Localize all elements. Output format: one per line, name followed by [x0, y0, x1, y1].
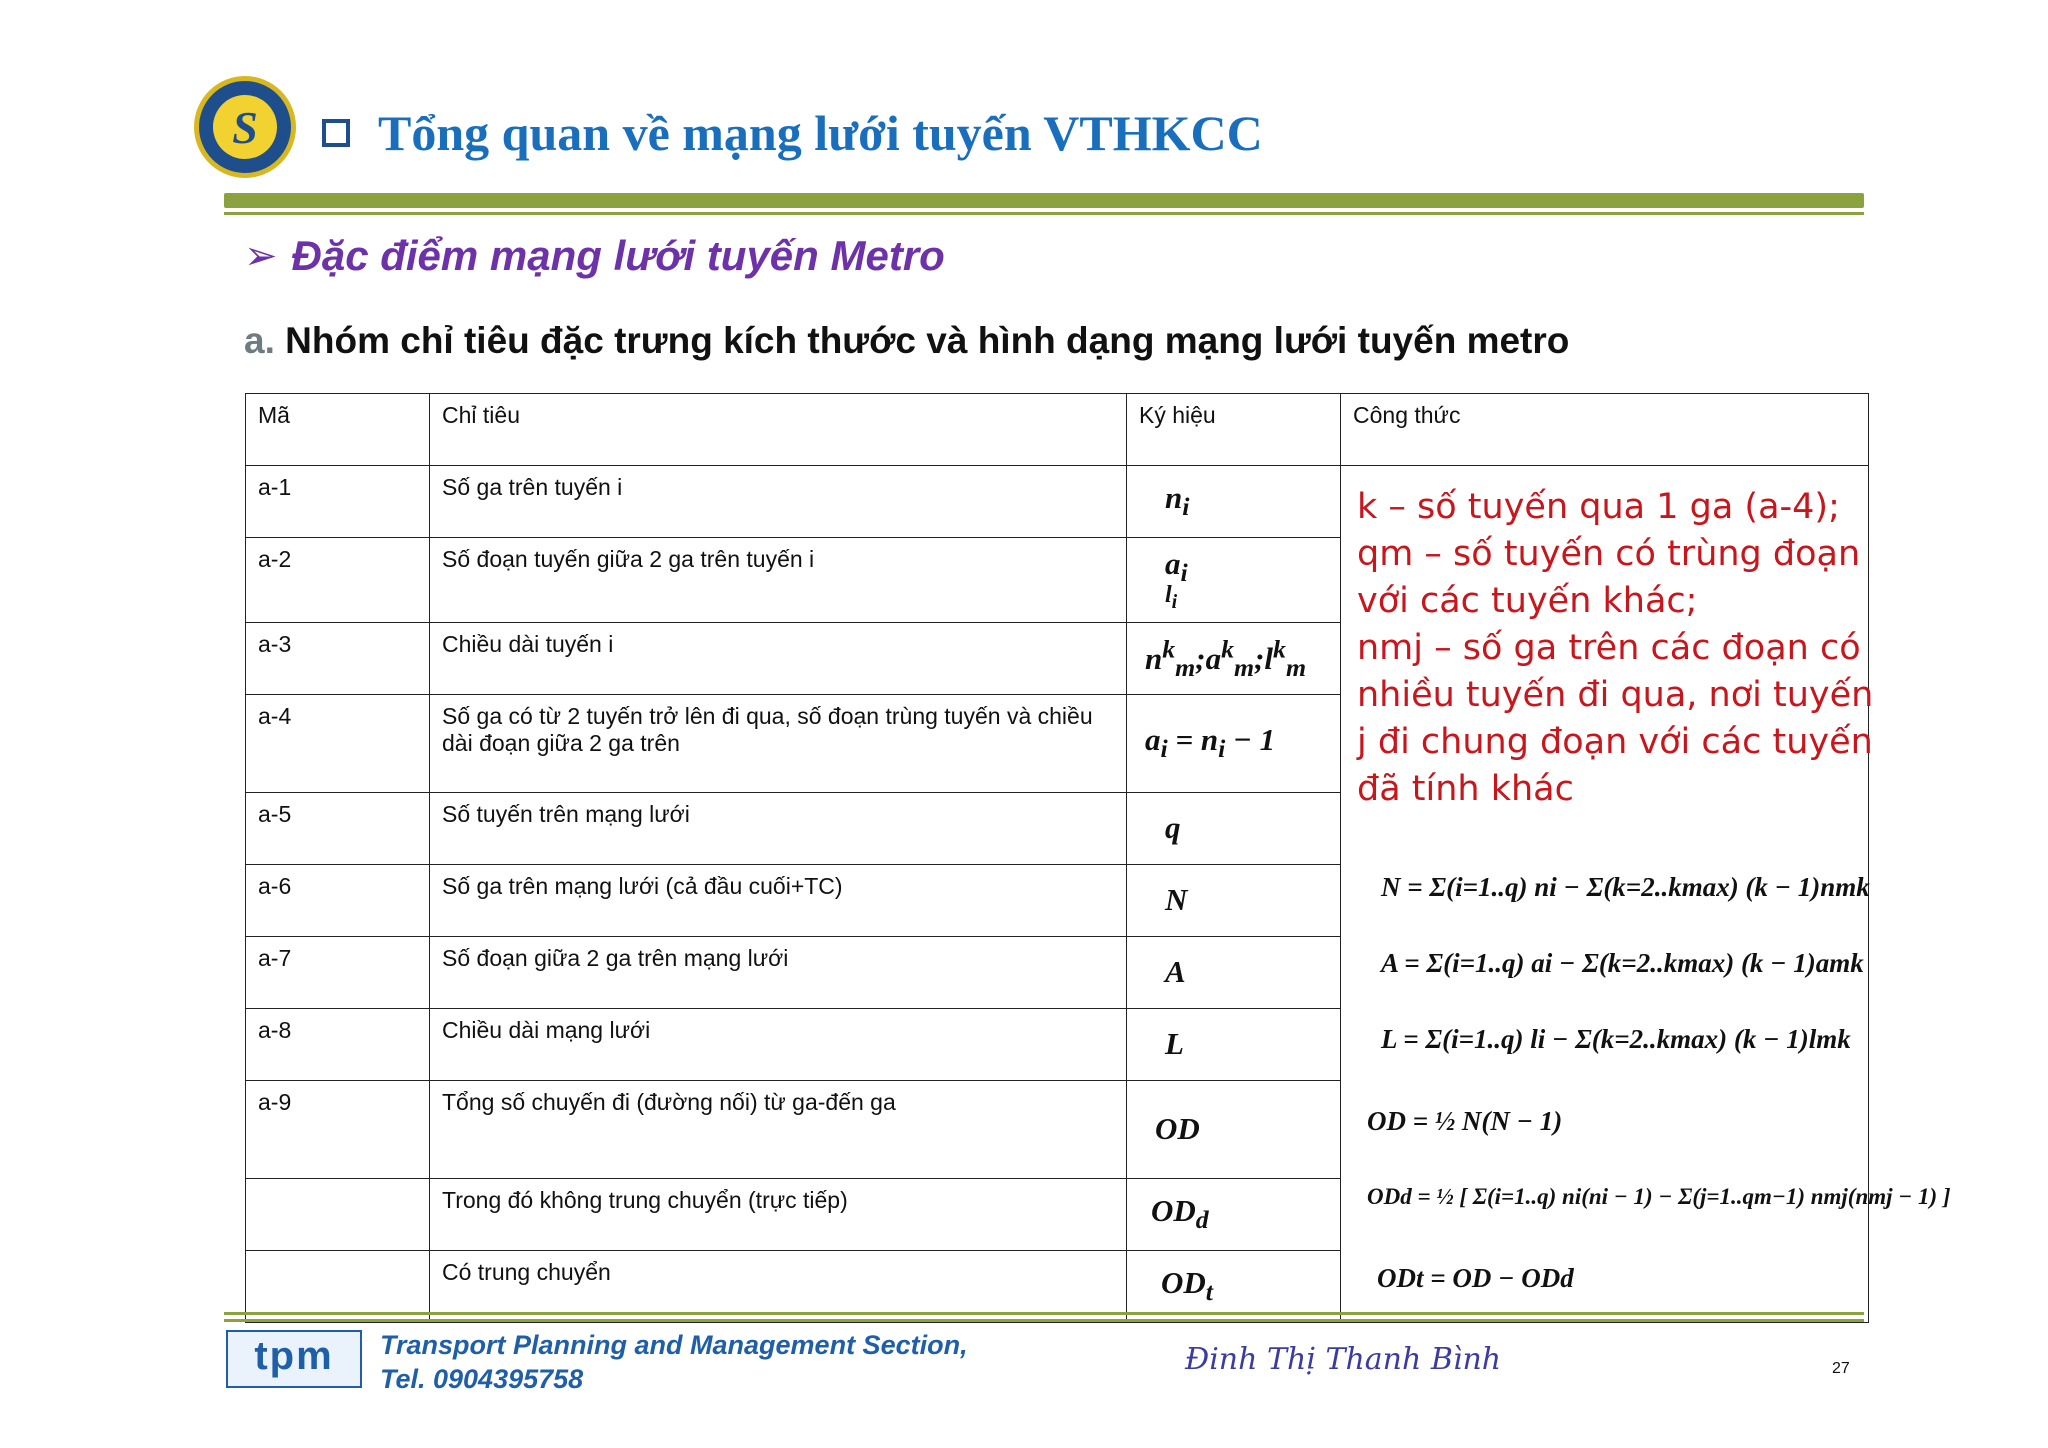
note-line: j đi chung đoạn với các tuyến	[1357, 722, 1873, 762]
row-indicator: Số ga trên mạng lưới (cả đầu cuối+TC)	[430, 864, 1127, 936]
row-code: a-7	[246, 936, 430, 1008]
symbol-od-t: $OD_t$	[1161, 1265, 1213, 1307]
logo-s-mark: S	[232, 102, 258, 153]
row-code: a-3	[246, 622, 430, 694]
row-indicator: Có trung chuyển	[430, 1250, 1127, 1322]
page-number: 27	[1832, 1360, 1850, 1377]
slide-title-row	[322, 104, 1263, 162]
row-symbol	[1127, 694, 1341, 792]
row-code: a-6	[246, 864, 430, 936]
footer-section-name: Transport Planning and Management Section,	[380, 1330, 968, 1360]
header-formula: Công thức	[1341, 394, 1869, 466]
symbol-od-d: $OD_d$	[1151, 1193, 1209, 1235]
row-indicator: Chiều dài tuyến i	[430, 622, 1127, 694]
symbol-n-i: $n_i$	[1165, 480, 1190, 522]
row-code: a-4	[246, 694, 430, 792]
row-code: a-8	[246, 1008, 430, 1080]
tpm-logo-text: tpm	[254, 1334, 334, 1378]
symbol-nak-lmk: $n^k_m;a^k_m;l^k_m$	[1145, 634, 1307, 682]
row-indicator: Số tuyến trên mạng lưới	[430, 792, 1127, 864]
row-symbol	[1127, 622, 1341, 694]
subheading-prefix: a.	[244, 320, 275, 361]
header-code: Mã	[246, 394, 430, 466]
header-indicator: Chỉ tiêu	[430, 394, 1127, 466]
formula-A: A = Σ(i=1..q) ai − Σ(k=2..kmax) (k − 1)amk	[1381, 948, 1864, 978]
row-indicator: Số ga trên tuyến i	[430, 466, 1127, 538]
note-line: với các tuyến khác;	[1357, 581, 1698, 621]
author-signature: Đinh Thị Thanh Bình	[1185, 1342, 1502, 1377]
footer-phone: Tel. 0904395758	[380, 1364, 584, 1394]
row-symbol: q	[1127, 792, 1341, 864]
subheading-text: Nhóm chỉ tiêu đặc trưng kích thước và hình dạng mạng lưới tuyến metro	[285, 320, 1570, 361]
formula-ODt: ODt = OD − ODd	[1377, 1263, 1574, 1293]
formula-cell	[1341, 466, 1951, 1323]
row-symbol	[1127, 538, 1341, 623]
symbol-l-i: $l_i$	[1165, 582, 1178, 613]
row-code: a-1	[246, 466, 430, 538]
subheading	[244, 320, 1569, 362]
note-line: đã tính khác	[1357, 769, 1574, 809]
row-indicator: Tổng số chuyến đi (đường nối) từ ga-đến ga	[430, 1080, 1127, 1178]
row-symbol: L	[1127, 1008, 1341, 1080]
row-code	[246, 1178, 430, 1250]
row-symbol	[1127, 1178, 1341, 1250]
symbol-a-i: $a_i$	[1165, 546, 1188, 588]
row-symbol: N	[1127, 864, 1341, 936]
row-indicator: Trong đó không trung chuyển (trực tiếp)	[430, 1178, 1127, 1250]
note-line: nmj – số ga trên các đoạn có	[1357, 628, 1861, 668]
section-heading-row	[244, 232, 945, 280]
header-symbol: Ký hiệu	[1127, 394, 1341, 466]
row-code: a-9	[246, 1080, 430, 1178]
formula-OD: OD = ½ N(N − 1)	[1367, 1106, 1563, 1136]
slide-title: Tổng quan về mạng lưới tuyến VTHKCC	[378, 105, 1263, 161]
footer-divider-bottom	[224, 1319, 1864, 1322]
table-row	[246, 466, 1869, 538]
row-indicator: Chiều dài mạng lưới	[430, 1008, 1127, 1080]
note-line: k – số tuyến qua 1 ga (a-4);	[1357, 487, 1840, 527]
footer-contact	[380, 1328, 968, 1396]
section-heading: Đặc điểm mạng lưới tuyến Metro	[291, 232, 945, 279]
row-indicator: Số đoạn giữa 2 ga trên mạng lưới	[430, 936, 1127, 1008]
symbol-a-equals-n-minus-1: $a_i = n_i - 1$	[1145, 722, 1276, 764]
formula-ODd: ODd = ½ [ Σ(i=1..q) ni(ni − 1) − Σ(j=1..qm−1) nmj(nmj − 1) ]	[1367, 1184, 1951, 1209]
notes-block	[1357, 484, 1877, 813]
row-symbol: A	[1127, 936, 1341, 1008]
header-divider-thin	[224, 212, 1864, 215]
indicator-table	[245, 393, 1951, 1323]
table-header-row	[246, 394, 1869, 466]
row-code: a-5	[246, 792, 430, 864]
formula-N: N = Σ(i=1..q) ni − Σ(k=2..kmax) (k − 1)nmk	[1381, 872, 1870, 902]
formula-L: L = Σ(i=1..q) li − Σ(k=2..kmax) (k − 1)lmk	[1381, 1024, 1851, 1054]
header-divider-thick	[224, 193, 1864, 208]
arrow-bullet-icon: ➢	[244, 233, 278, 279]
footer-divider-top	[224, 1312, 1864, 1315]
note-line: qm – số tuyến có trùng đoạn	[1357, 534, 1861, 574]
row-indicator: Số ga có từ 2 tuyến trở lên đi qua, số đoạn trùng tuyến và chiều dài đoạn giữa 2 ga trên	[430, 694, 1127, 792]
logo-emblem	[213, 95, 277, 159]
university-logo	[194, 76, 296, 178]
tpm-logo	[226, 1330, 362, 1388]
checkbox-bullet-icon	[322, 119, 350, 147]
row-symbol: OD	[1127, 1080, 1341, 1178]
row-code: a-2	[246, 538, 430, 623]
note-line: nhiều tuyến đi qua, nơi tuyến	[1357, 675, 1874, 715]
row-symbol	[1127, 466, 1341, 538]
row-indicator: Số đoạn tuyến giữa 2 ga trên tuyến i	[430, 538, 1127, 623]
